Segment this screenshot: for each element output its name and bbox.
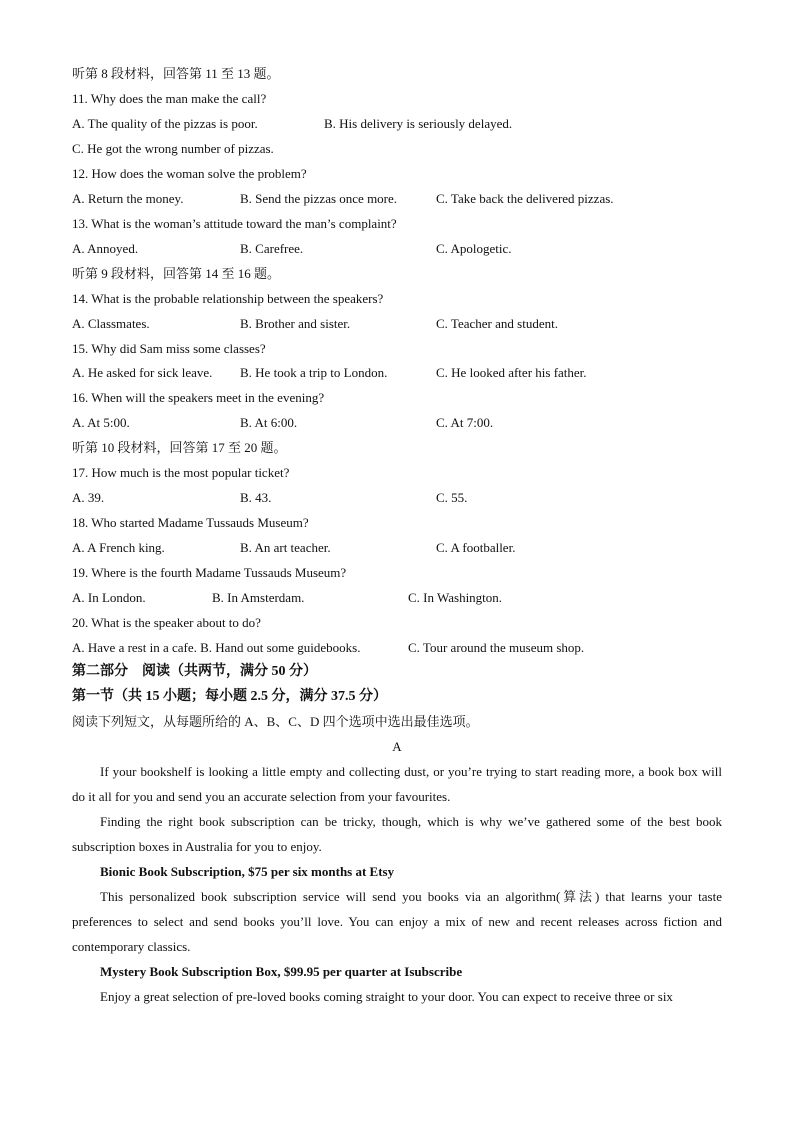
option-18b: B. An art teacher. — [240, 540, 331, 555]
option-15b: B. He took a trip to London. — [240, 365, 388, 380]
option-13b: B. Carefree. — [240, 241, 304, 256]
option-14a: A. Classmates. — [72, 316, 150, 331]
option-19a: A. In London. — [72, 590, 146, 605]
passage-body-1 — [72, 759, 722, 859]
subheading-bionic: Bionic Book Subscription, $75 per six months at Etsy — [100, 864, 395, 879]
section-header-8: 听第 8 段材料，回答第 11 至 13 题。 — [72, 66, 280, 81]
section-one-title: 第一节（共 15 小题；每小题 2.5 分，满分 37.5 分） — [72, 689, 387, 704]
option-20ab: A. Have a rest in a cafe. B. Hand out some guidebooks. — [72, 640, 361, 655]
question-19: 19. Where is the fourth Madame Tussauds Museum? — [72, 565, 347, 580]
part-two-title: 第二部分 阅读（共两节，满分 50 分） — [72, 664, 317, 679]
passage-body-3 — [72, 984, 722, 1009]
option-17c: C. 55. — [436, 490, 468, 505]
paragraph-2: Finding the right book subscription can be tricky, though, which is why we’ve gathered some of the best book subscription boxes in Australia for you to enjoy. — [72, 814, 722, 854]
option-17b: B. 43. — [240, 490, 272, 505]
option-11b: B. His delivery is seriously delayed. — [324, 116, 513, 131]
option-11c: C. He got the wrong number of pizzas. — [72, 141, 274, 156]
option-13c: C. Apologetic. — [436, 241, 512, 256]
paragraph-4: Enjoy a great selection of pre-loved books coming straight to your door. You can expect to receive three or six — [100, 989, 673, 1004]
option-17a: A. 39. — [72, 490, 105, 505]
option-19c: C. In Washington. — [408, 590, 503, 605]
section-header-9: 听第 9 段材料，回答第 14 至 16 题。 — [72, 266, 281, 281]
question-15: 15. Why did Sam miss some classes? — [72, 341, 266, 356]
option-19b: B. In Amsterdam. — [212, 590, 305, 605]
option-14c: C. Teacher and student. — [436, 316, 558, 331]
option-16a: A. At 5:00. — [72, 415, 130, 430]
option-15a: A. He asked for sick leave. — [72, 365, 213, 380]
section-header-10: 听第 10 段材料，回答第 17 至 20 题。 — [72, 440, 287, 455]
paragraph-3: This personalized book subscription service will send you books via an algorithm(算法) that learns your taste preferences to select and send books you’ll love. You can enjoy a mix of new and recent releases across fiction and contemporary classics. — [72, 889, 722, 954]
option-12c: C. Take back the delivered pizzas. — [436, 191, 614, 206]
question-17: 17. How much is the most popular ticket? — [72, 465, 290, 480]
paragraph-1: If your bookshelf is looking a little empty and collecting dust, or you’re trying to start reading more, a book box will do it all for you and send you an accurate selection from your favourites. — [72, 764, 722, 804]
passage-label: A — [392, 739, 402, 754]
question-20: 20. What is the speaker about to do? — [72, 615, 261, 630]
option-12b: B. Send the pizzas once more. — [240, 191, 398, 206]
question-11: 11. Why does the man make the call? — [72, 91, 267, 106]
question-14: 14. What is the probable relationship between the speakers? — [72, 291, 384, 306]
option-20c: C. Tour around the museum shop. — [408, 640, 585, 655]
question-18: 18. Who started Madame Tussauds Museum? — [72, 515, 309, 530]
option-18c: C. A footballer. — [436, 540, 516, 555]
question-13: 13. What is the woman’s attitude toward the man’s complaint? — [72, 216, 397, 231]
reading-instruction: 阅读下列短文，从每题所给的 A、B、C、D 四个选项中选出最佳选项。 — [72, 714, 479, 729]
question-12: 12. How does the woman solve the problem? — [72, 166, 307, 181]
option-12a: A. Return the money. — [72, 191, 184, 206]
subheading-mystery: Mystery Book Subscription Box, $99.95 per quarter at Isubscribe — [100, 964, 463, 979]
option-14b: B. Brother and sister. — [240, 316, 351, 331]
option-11a: A. The quality of the pizzas is poor. — [72, 116, 258, 131]
option-13a: A. Annoyed. — [72, 241, 139, 256]
option-15c: C. He looked after his father. — [436, 365, 587, 380]
question-16: 16. When will the speakers meet in the evening? — [72, 390, 325, 405]
option-18a: A. A French king. — [72, 540, 165, 555]
option-16c: C. At 7:00. — [436, 415, 494, 430]
passage-body-2 — [72, 884, 722, 959]
option-16b: B. At 6:00. — [240, 415, 298, 430]
